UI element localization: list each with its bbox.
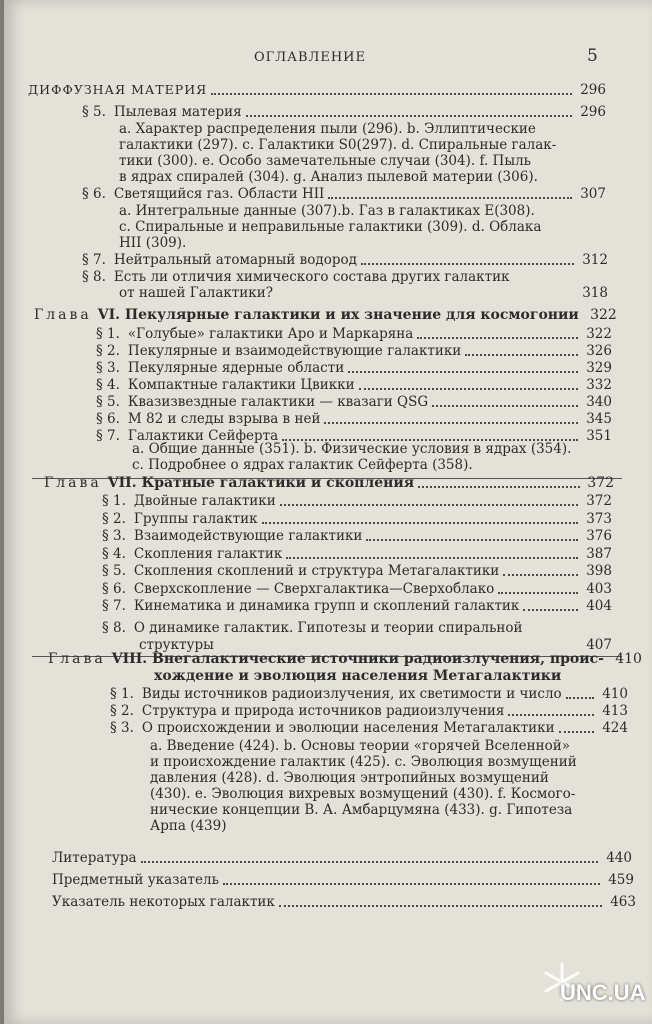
- toc-subtext: а. Характер распределения пыли (296). b. Эллиптические: [119, 121, 536, 137]
- toc-entry-cont: от нашей Галактики? 318: [119, 285, 608, 301]
- toc-entry: § 6. Светящийся газ. Области HII 307: [82, 186, 606, 202]
- toc-entry: § 2. Пекулярные и взаимодействующие галактики 326: [96, 343, 612, 359]
- toc-subtext: нические концепции В. А. Амбарцумяна (433). g. Гипотеза: [150, 802, 573, 818]
- toc-entry: § 5. Пылевая материя 296: [82, 104, 606, 120]
- toc-entry: § 4. Скопления галактик 387: [102, 545, 612, 562]
- chapter-heading: Глава VI. Пекулярные галактики и их значение для космогонии 322: [34, 307, 617, 323]
- toc-entry: Указатель некоторых галактик 463: [52, 894, 636, 910]
- toc-subtext: а. Общие данные (351). b. Физические условия в ядрах (354).: [132, 441, 572, 457]
- toc-subtext: (430). е. Эволюция вихревых возмущений (430). f. Космого-: [150, 786, 576, 802]
- chapter-heading: Глава VII. Кратные галактики и скопления 372: [44, 475, 614, 491]
- toc-entry: § 7. Кинематика и динамика групп и скоплений галактик 404: [102, 598, 612, 614]
- toc-subtext: а. Введение (424). b. Основы теории «горячей Вселенной»: [150, 738, 570, 754]
- toc-entry: § 1. Двойные галактики 372: [102, 493, 612, 509]
- chapter-heading-cont: хождение и эволюция населения Метагалактики: [154, 668, 562, 684]
- toc-subtext: Арпа (439): [150, 818, 227, 834]
- toc-subtext: в ядрах спиралей (304). g. Анализ пылевой материи (306).: [119, 169, 538, 185]
- toc-entry: § 8. Есть ли отличия химического состава других галактик: [82, 269, 510, 285]
- toc-subtext: галактики (297). с. Галактики S0(297). d. Спиральные галак-: [119, 137, 557, 153]
- toc-entry: § 7. Галактики Сейферта 351: [96, 428, 612, 444]
- toc-entry: Литература 440: [52, 850, 632, 866]
- toc-entry: § 3. О происхождении и эволюции населения Метагалактики 424: [110, 720, 628, 736]
- toc-entry: § 6. Сверхскопление — Сверхгалактика—Сверхоблако 403: [102, 580, 612, 597]
- toc-subtext: а. Интегральные данные (307).b. Газ в галактиках E(308).: [119, 203, 535, 219]
- toc-entry: § 3. Пекулярные ядерные области 329: [96, 360, 612, 376]
- toc-entry: § 1. «Голубые» галактики Аро и Маркаряна 322: [96, 326, 612, 342]
- toc-entry: § 5. Скопления скоплений и структура Метагалактики 398: [102, 563, 612, 579]
- watermark: UNC.UA: [542, 960, 652, 1016]
- toc-entry: § 4. Компактные галактики Цвикки 332: [96, 377, 612, 393]
- toc-entry: § 7. Нейтральный атомарный водород 312: [82, 252, 608, 268]
- toc-subtext: давления (428). d. Эволюция энтропийных возмущений: [150, 770, 549, 786]
- toc-entry: § 1. Виды источников радиоизлучения, их светимости и число 410: [110, 686, 628, 702]
- toc-entry: Предметный указатель 459: [52, 872, 634, 888]
- toc-subtext: с. Спиральные и неправильные галактики (309). d. Облака: [119, 219, 542, 235]
- page-number: 5: [587, 46, 598, 66]
- book-page: [4, 0, 652, 1024]
- toc-entry: § 2. Группы галактик 373: [102, 510, 612, 527]
- toc-entry: § 2. Структура и природа источников радиоизлучения 413: [110, 703, 628, 719]
- toc-subtext: и происхождение галактик (425). с. Эволюция возмущений: [150, 754, 577, 770]
- toc-entry: § 3. Взаимодействующие галактики 376: [102, 528, 612, 544]
- toc-entry-cont: структуры 407: [139, 637, 612, 653]
- toc-entry: § 8. О динамике галактик. Гипотезы и теории спиральной: [102, 620, 523, 636]
- toc-entry: ДИФФУЗНАЯ МАТЕРИЯ 296: [28, 82, 606, 98]
- toc-subtext: с. Подробнее о ядрах галактик Сейферта (358).: [132, 457, 473, 473]
- toc-entry: § 5. Квазизвездные галактики — квазаги QSG 340: [96, 394, 612, 410]
- toc-entry: § 6. М 82 и следы взрыва в ней 345: [96, 411, 612, 427]
- page-title: ОГЛАВЛЕНИЕ: [254, 50, 367, 65]
- chapter-heading: Глава VIII. Внегалактические источники радиоизлучения, проис- 410: [48, 651, 642, 667]
- toc-subtext: HII (309).: [119, 235, 187, 251]
- toc-subtext: тики (300). е. Особо замечательные случаи (304). f. Пыль: [119, 153, 532, 169]
